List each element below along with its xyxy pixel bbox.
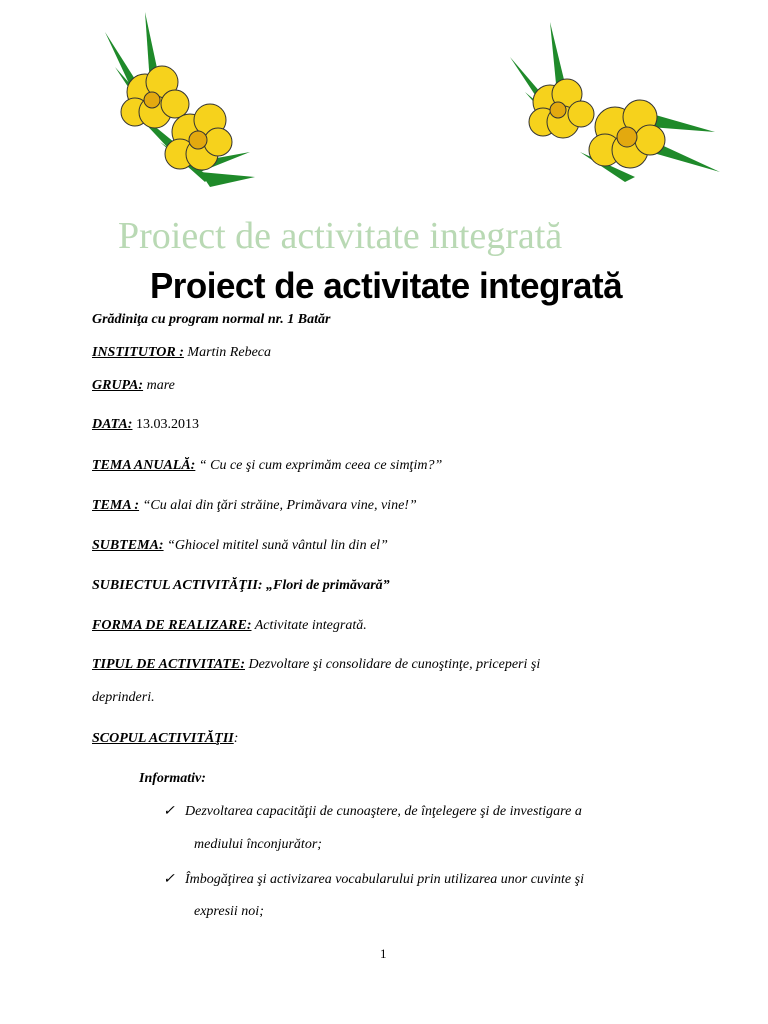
tipul-line-cont <box>92 690 155 706</box>
forma-value: Activitate integrată. <box>251 618 367 633</box>
tipul-line <box>92 657 540 673</box>
institutor-line <box>92 345 271 361</box>
check-icon: ✓ <box>163 872 175 887</box>
scopul-label: SCOPUL ACTIVITĂŢII <box>92 731 234 746</box>
forma-label: FORMA DE REALIZARE: <box>92 618 252 633</box>
bullet-text: Dezvoltarea capacităţii de cunoaştere, de înţelegere şi de investigare a <box>185 804 582 819</box>
scopul-colon: : <box>233 731 239 746</box>
subiectul-label: SUBIECTUL ACTIVITĂŢII: <box>92 578 263 593</box>
informativ-label: Informativ: <box>139 771 206 786</box>
gradinita-line <box>92 312 330 328</box>
data-label: DATA: <box>92 417 133 432</box>
title-shadow: Proiect de activitate integrată <box>118 215 563 257</box>
subtema-line <box>92 538 388 554</box>
data-line <box>92 417 199 433</box>
tema-line <box>92 498 417 514</box>
forma-line <box>92 618 367 634</box>
institutor-value: Martin Rebeca <box>183 345 272 360</box>
gradinita-text: Grădiniţa cu program normal nr. 1 Batăr <box>92 312 331 327</box>
grupa-label: GRUPA: <box>92 378 144 393</box>
daffodil-icon <box>100 12 255 187</box>
subtema-label: SUBTEMA: <box>92 538 164 553</box>
check-icon: ✓ <box>163 804 175 819</box>
institutor-label: INSTITUTOR : <box>92 345 184 360</box>
grupa-value: mare <box>143 378 175 393</box>
bullet-text-cont: mediului înconjurător; <box>194 837 322 852</box>
data-value: 13.03.2013 <box>132 417 199 432</box>
list-item-cont <box>194 837 322 853</box>
subiectul-line <box>92 578 390 594</box>
flower-clipart-left <box>100 12 255 187</box>
subiectul-value: „Flori de primăvară” <box>262 578 390 593</box>
tipul-label: TIPUL DE ACTIVITATE: <box>92 657 245 672</box>
tema-anuala-label: TEMA ANUALĂ: <box>92 458 196 473</box>
list-item <box>163 803 582 820</box>
tema-label: TEMA : <box>92 498 140 513</box>
informativ-line <box>139 771 206 787</box>
scopul-line <box>92 731 238 747</box>
bullet-text: Îmbogăţirea şi activizarea vocabularului prin utilizarea unor cuvinte şi <box>185 872 584 887</box>
list-item-cont <box>194 904 264 920</box>
tema-value: “Cu alai din ţări străine, Primăvara vine, vine!” <box>139 498 417 513</box>
subtema-value: “Ghiocel mititel sună vântul lin din el” <box>163 538 388 553</box>
grupa-line <box>92 378 175 394</box>
daffodil-icon <box>505 22 720 182</box>
list-item <box>163 871 584 888</box>
tipul-value: Dezvoltare şi consolidare de cunoştinţe, priceperi şi <box>244 657 541 672</box>
tema-anuala-line <box>92 458 442 474</box>
tema-anuala-value: “ Cu ce şi cum exprimăm ceea ce simţim?” <box>195 458 443 473</box>
flower-clipart-right <box>505 22 720 182</box>
page-title: Proiect de activitate integrată <box>150 265 623 306</box>
bullet-text-cont: expresii noi; <box>194 904 264 919</box>
tipul-value-cont: deprinderi. <box>92 690 155 705</box>
page-number: 1 <box>380 946 387 961</box>
